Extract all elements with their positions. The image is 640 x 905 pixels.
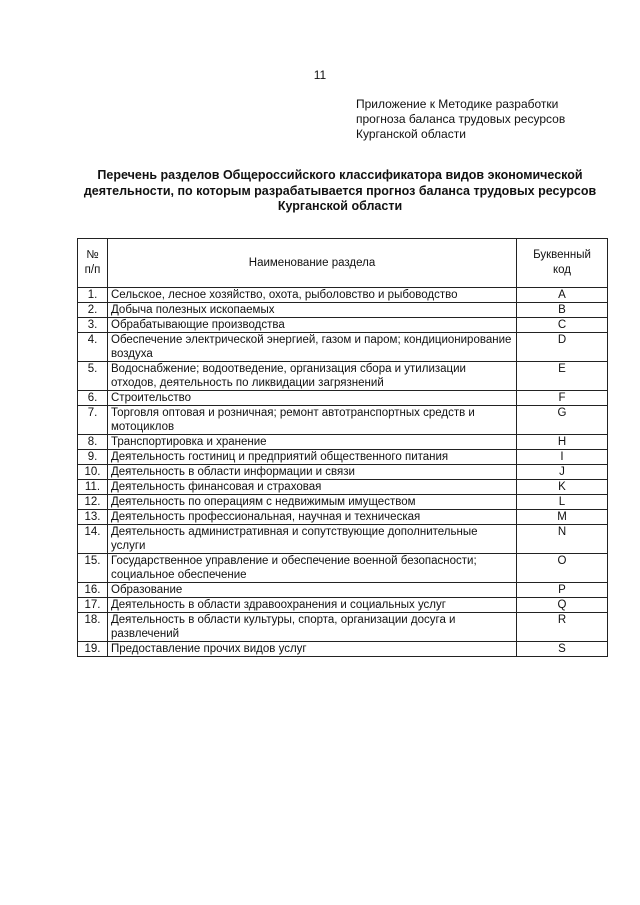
section-name: Водоснабжение; водоотведение, организация сбора и утилизации отходов, деятельность по ликвидации загрязнений <box>108 362 517 391</box>
section-name: Деятельность финансовая и страховая <box>108 480 517 495</box>
row-number: 12. <box>78 495 108 510</box>
table-row <box>78 303 608 318</box>
table-row <box>78 495 608 510</box>
header-num <box>78 239 108 288</box>
section-code: J <box>517 465 608 480</box>
appendix-note <box>356 97 616 142</box>
header-code-line: код <box>552 264 571 276</box>
section-name: Деятельность в области культуры, спорта, организации досуга и развлечений <box>108 613 517 642</box>
header-name: Наименование раздела <box>108 239 517 288</box>
title-line: деятельности, по которым разрабатывается прогноз баланса трудовых ресурсов <box>83 183 597 198</box>
section-code: H <box>517 435 608 450</box>
row-number: 10. <box>78 465 108 480</box>
section-code: B <box>517 303 608 318</box>
title-line: Перечень разделов Общероссийского классификатора видов экономической <box>97 168 583 182</box>
appendix-line: Приложение к Методике разработки <box>356 97 559 111</box>
section-code: A <box>517 288 608 303</box>
row-number: 1. <box>78 288 108 303</box>
table-row <box>78 613 608 642</box>
section-name: Государственное управление и обеспечение военной безопасности; социальное обеспечение <box>108 554 517 583</box>
section-name: Образование <box>108 583 517 598</box>
section-name: Деятельность по операциям с недвижимым имуществом <box>108 495 517 510</box>
appendix-line: прогноза баланса трудовых ресурсов <box>356 112 566 126</box>
header-code <box>517 239 608 288</box>
section-name: Деятельность административная и сопутствующие дополнительные услуги <box>108 525 517 554</box>
table-row <box>78 435 608 450</box>
table-row <box>78 480 608 495</box>
row-number: 5. <box>78 362 108 391</box>
table-row <box>78 288 608 303</box>
section-name: Предоставление прочих видов услуг <box>108 642 517 657</box>
section-code: C <box>517 318 608 333</box>
section-code: D <box>517 333 608 362</box>
table-row <box>78 362 608 391</box>
row-number: 2. <box>78 303 108 318</box>
row-number: 15. <box>78 554 108 583</box>
section-code: R <box>517 613 608 642</box>
classifier-sections-table <box>77 238 608 657</box>
row-number: 19. <box>78 642 108 657</box>
table-row <box>78 642 608 657</box>
section-code: S <box>517 642 608 657</box>
section-name: Обеспечение электрической энергией, газом и паром; кондиционирование воздуха <box>108 333 517 362</box>
page-number: 11 <box>313 68 327 82</box>
section-code: Q <box>517 598 608 613</box>
row-number: 14. <box>78 525 108 554</box>
row-number: 7. <box>78 406 108 435</box>
row-number: 11. <box>78 480 108 495</box>
section-name: Строительство <box>108 391 517 406</box>
row-number: 3. <box>78 318 108 333</box>
section-code: N <box>517 525 608 554</box>
row-number: 16. <box>78 583 108 598</box>
section-name: Торговля оптовая и розничная; ремонт автотранспортных средств и мотоциклов <box>108 406 517 435</box>
section-code: K <box>517 480 608 495</box>
section-name: Деятельность гостиниц и предприятий общественного питания <box>108 450 517 465</box>
section-name: Сельское, лесное хозяйство, охота, рыболовство и рыбоводство <box>108 288 517 303</box>
section-code: L <box>517 495 608 510</box>
table-header-row <box>78 239 608 288</box>
row-number: 4. <box>78 333 108 362</box>
row-number: 18. <box>78 613 108 642</box>
header-num-line: № <box>86 249 99 261</box>
title-line: Курганской области <box>277 199 403 213</box>
section-name: Транспортировка и хранение <box>108 435 517 450</box>
row-number: 9. <box>78 450 108 465</box>
table-row <box>78 554 608 583</box>
section-name: Деятельность профессиональная, научная и техническая <box>108 510 517 525</box>
row-number: 6. <box>78 391 108 406</box>
header-code-line: Буквенный <box>533 249 591 261</box>
section-name: Добыча полезных ископаемых <box>108 303 517 318</box>
header-num-line: п/п <box>84 264 101 276</box>
row-number: 13. <box>78 510 108 525</box>
section-code: F <box>517 391 608 406</box>
table-row <box>78 465 608 480</box>
section-name: Обрабатывающие производства <box>108 318 517 333</box>
table-row <box>78 406 608 435</box>
section-name: Деятельность в области здравоохранения и социальных услуг <box>108 598 517 613</box>
table-row <box>78 510 608 525</box>
row-number: 17. <box>78 598 108 613</box>
document-title <box>60 168 620 215</box>
section-code: P <box>517 583 608 598</box>
table-row <box>78 525 608 554</box>
table-row <box>78 450 608 465</box>
table-row <box>78 598 608 613</box>
section-code: M <box>517 510 608 525</box>
section-code: O <box>517 554 608 583</box>
section-code: E <box>517 362 608 391</box>
table-row <box>78 318 608 333</box>
appendix-line: Курганской области <box>356 127 466 141</box>
table-row <box>78 583 608 598</box>
section-name: Деятельность в области информации и связи <box>108 465 517 480</box>
table-row <box>78 333 608 362</box>
row-number: 8. <box>78 435 108 450</box>
table-row <box>78 391 608 406</box>
section-code: I <box>517 450 608 465</box>
section-code: G <box>517 406 608 435</box>
